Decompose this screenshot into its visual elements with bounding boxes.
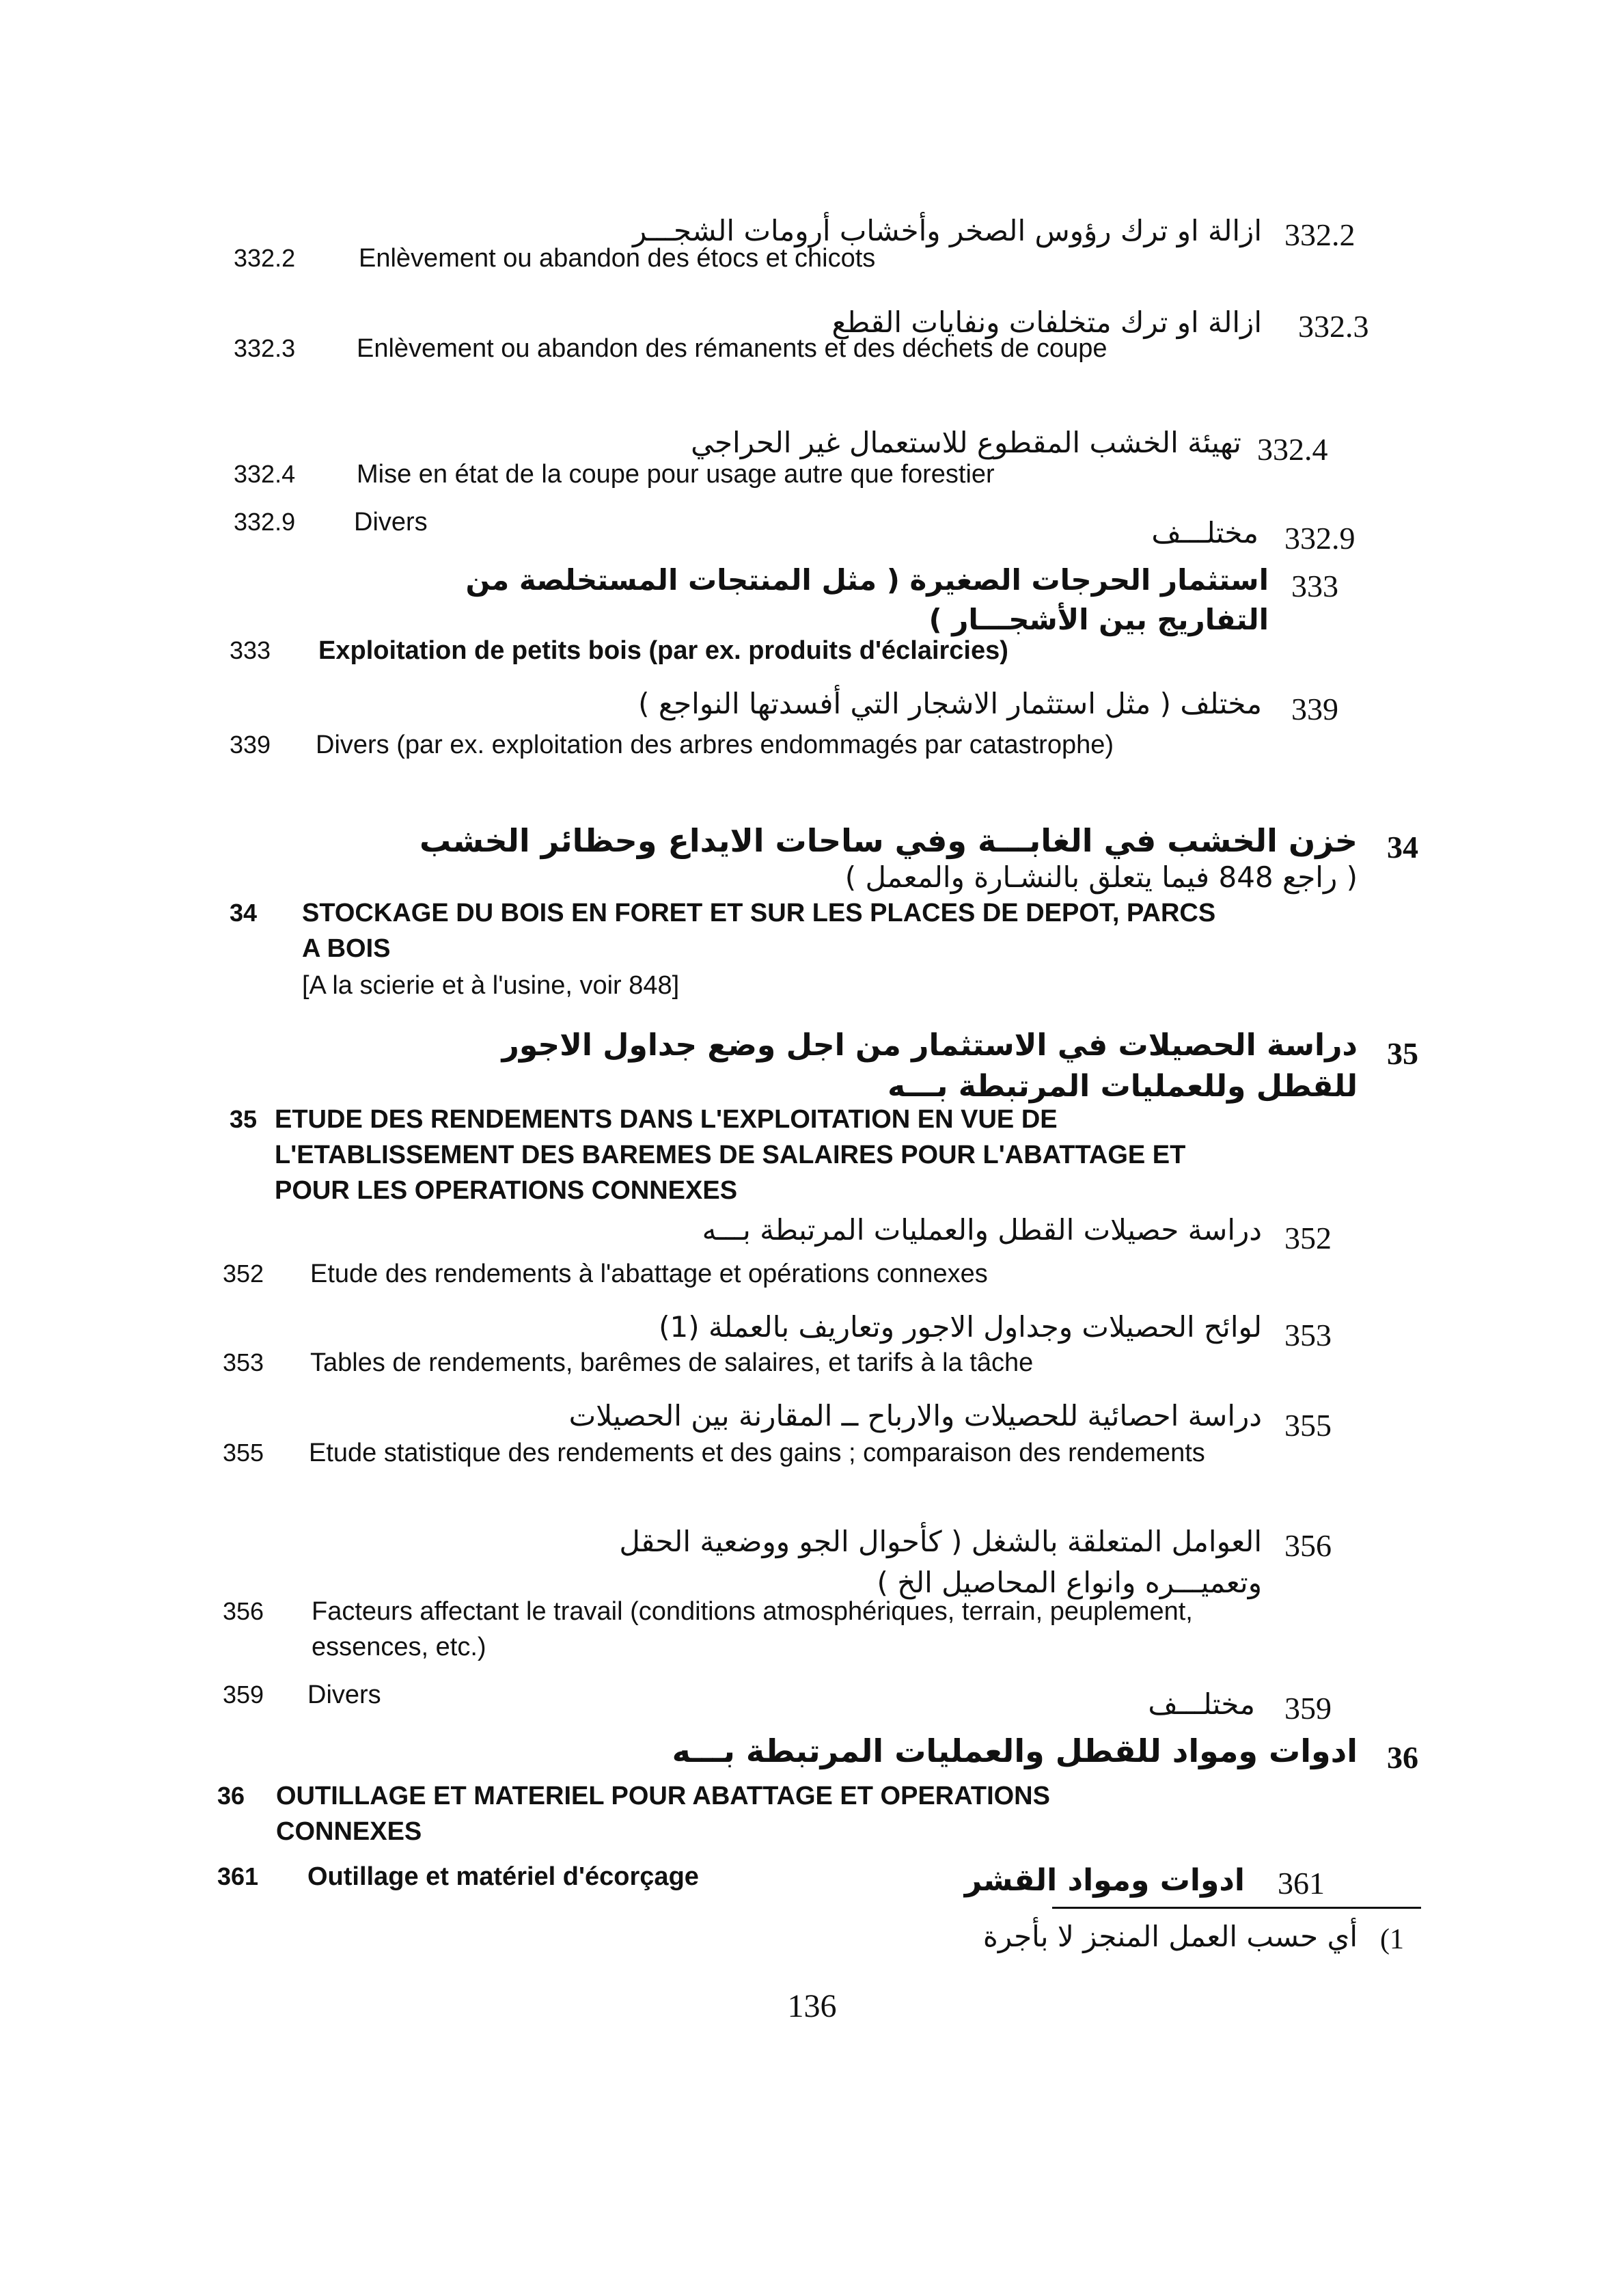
fr-entry-text: Enlèvement ou abandon des rémanents et des déchets de coupe	[357, 334, 1107, 363]
ar-entry-number: 353	[1284, 1318, 1332, 1352]
ar-entry-text: مختلف ( مثل استثمار الاشجار التي أفسدتها النواجع )	[638, 687, 1262, 720]
ar-entry-number: 332.4	[1257, 432, 1328, 467]
fr-entry-text: Divers (par ex. exploitation des arbres endommagés par catastrophe)	[316, 731, 1114, 759]
ar-entry-number: 34	[1387, 830, 1418, 865]
ar-entry-number: 356	[1284, 1528, 1332, 1563]
fr-entry-text: Outillage et matériel d'écorçage	[307, 1862, 699, 1891]
ar-entry-number: 339	[1291, 692, 1338, 726]
fr-entry-number: 332.4	[234, 460, 296, 488]
fr-entry-number: 332.2	[234, 244, 296, 272]
ar-entry-text: ازالة او ترك رؤوس الصخر وأخشاب أرومات الشجـــر	[632, 214, 1262, 247]
fr-entry-text: Etude statistique des rendements et des gains ; comparaison des rendements	[309, 1439, 1205, 1467]
fr-entry-number: 352	[223, 1260, 264, 1288]
fr-entry-number: 332.9	[234, 508, 296, 536]
fr-entry-text: Divers	[307, 1681, 381, 1709]
page-number: 136	[787, 1988, 837, 2024]
ar-entry-text: دراسة احصائية للحصيلات والارباح ــ المقارنة بين الحصيلات	[568, 1399, 1262, 1432]
fr-entry-note: [A la scierie et à l'usine, voir 848]	[302, 971, 680, 1000]
ar-entry-text: مختلـــف	[1148, 1687, 1255, 1721]
ar-entry-text: ازالة او ترك متخلفات ونفايات القطع	[831, 305, 1262, 339]
fr-entry-number: 36	[217, 1782, 245, 1810]
fr-entry-text: Divers	[354, 508, 428, 536]
ar-entry-text: العوامل المتعلقة بالشغل ( كأحوال الجو ووضعية الحقل وتعميـــره وانواع المحاصيل الخ )	[619, 1525, 1262, 1599]
fr-entry-number: 355	[223, 1439, 264, 1467]
ar-entry-number: 352	[1284, 1221, 1332, 1255]
fr-entry-number: 332.3	[234, 334, 296, 362]
ar-entry-text: دراسة حصيلات القطل والعمليات المرتبطة بـــه	[702, 1213, 1262, 1247]
fr-entry-text: OUTILLAGE ET MATERIEL POUR ABATTAGE ET OPERATIONS CONNEXES	[276, 1782, 1050, 1846]
ar-entry-number: 35	[1387, 1036, 1418, 1071]
ar-entry-text: ادوات ومواد للقطل والعمليات المرتبطة بـــه	[672, 1732, 1358, 1769]
ar-entry-number: 332.9	[1284, 521, 1355, 556]
fr-entry-number: 361	[217, 1862, 259, 1890]
ar-entry-text: مختلـــف	[1151, 516, 1258, 549]
fr-entry-text: Tables de rendements, barêmes de salaires, et tarifs à la tâche	[310, 1348, 1034, 1377]
ar-entry-number: 333	[1291, 569, 1338, 603]
ar-entry-number: 355	[1284, 1408, 1332, 1443]
ar-entry-number: 36	[1387, 1740, 1418, 1775]
fr-entry-text: Exploitation de petits bois (par ex. produits d'éclaircies)	[318, 636, 1008, 665]
fr-entry-number: 353	[223, 1348, 264, 1376]
footnote-text: أي حسب العمل المنجز لا بأجرة	[982, 1920, 1358, 1953]
fr-entry-text: Etude des rendements à l'abattage et opérations connexes	[310, 1260, 988, 1288]
fr-entry-text: Enlèvement ou abandon des étocs et chicots	[359, 244, 876, 273]
footnote-marker: (1	[1380, 1924, 1404, 1955]
ar-entry-text: خزن الخشب في الغابـــة وفي ساحات الايداع وحظائر الخشب	[419, 822, 1358, 859]
ar-entry-note: ( راجع 848 فيما يتعلق بالنشـارة والمعمل )	[844, 860, 1358, 894]
fr-entry-text: ETUDE DES RENDEMENTS DANS L'EXPLOITATION EN VUE DE L'ETABLISSEMENT DES BAREMES DE SALAIRES POUR L'ABATTAGE ET POUR LES OPERATIONS CONNEXES	[275, 1105, 1186, 1205]
fr-entry-number: 333	[230, 636, 271, 664]
ar-entry-text: استثمار الحرجات الصغيرة ( مثل المنتجات المستخلصة من التفاريج بين الأشجـــار )	[465, 563, 1269, 636]
ar-entry-text: ادوات ومواد القشر	[964, 1863, 1245, 1898]
ar-entry-number: 332.3	[1298, 309, 1369, 344]
fr-entry-number: 359	[223, 1681, 264, 1709]
footnote-rule	[1052, 1907, 1421, 1909]
ar-entry-text: تهيئة الخشب المقطوع للاستعمال غير الحراجي	[691, 426, 1241, 459]
fr-entry-text: Mise en état de la coupe pour usage autre que forestier	[357, 460, 995, 489]
ar-entry-number: 359	[1284, 1691, 1332, 1726]
ar-entry-text: لوائح الحصيلات وجداول الاجور وتعاريف بالعملة (1)	[659, 1310, 1262, 1344]
ar-entry-number: 361	[1278, 1866, 1325, 1901]
fr-entry-number: 34	[230, 899, 258, 927]
fr-entry-text: Facteurs affectant le travail (conditions atmosphériques, terrain, peuplement, essences, etc.)	[312, 1597, 1193, 1661]
ar-entry-number: 332.2	[1284, 217, 1355, 252]
fr-entry-number: 35	[230, 1105, 258, 1133]
fr-entry-number: 339	[230, 731, 271, 759]
fr-entry-number: 356	[223, 1597, 264, 1625]
ar-entry-text: دراسة الحصيلات في الاستثمار من اجل وضع جداول الاجور للقطل وللعمليات المرتبطة بـــه	[501, 1028, 1358, 1104]
fr-entry-text: STOCKAGE DU BOIS EN FORET ET SUR LES PLACES DE DEPOT, PARCS A BOIS	[302, 899, 1216, 963]
